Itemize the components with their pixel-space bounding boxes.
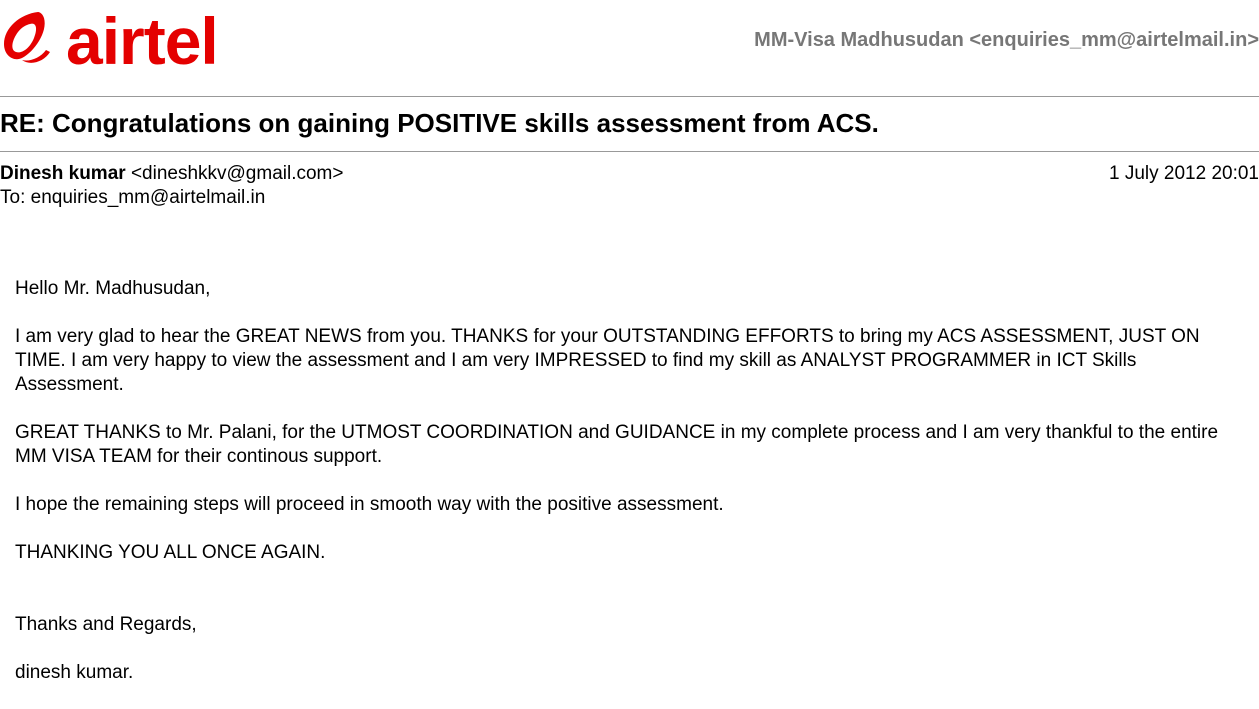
to-line <box>0 186 1259 210</box>
body-paragraph: I hope the remaining steps will proceed in smooth way with the positive assessment. <box>15 494 724 515</box>
closing-line: Thanks and Regards, <box>15 614 197 635</box>
body-paragraph: THANKING YOU ALL ONCE AGAIN. <box>15 542 326 563</box>
body-paragraph: GREAT THANKS to Mr. Palani, for the UTMOST COORDINATION and GUIDANCE in my complete process and I am very thankful to the entire MM VISA TEAM for their continous support. <box>15 422 1219 467</box>
body-paragraph: I am very glad to hear the GREAT NEWS from you. THANKS for your OUTSTANDING EFFORTS to bring my ACS ASSESSMENT, JUST ON TIME. I am very happy to view the assessment and I am very IMPRESSED to find my skill as ANALYST PROGRAMMER in ICT Skills Assessment. <box>15 326 1200 395</box>
body-paragraph: Hello Mr. Madhusudan, <box>15 278 211 299</box>
signature-line: dinesh kumar. <box>15 662 134 683</box>
account-label: MM-Visa Madhusudan <enquiries_mm@airtelmail.in> <box>754 29 1259 51</box>
airtel-logo <box>0 4 218 78</box>
email-subject: RE: Congratulations on gaining POSITIVE skills assessment from ACS. <box>0 108 879 138</box>
from-line <box>0 162 1259 186</box>
header-divider <box>0 96 1259 97</box>
subject-divider <box>0 151 1259 152</box>
message-body <box>15 277 1240 709</box>
sender-email: <dineshkkv@gmail.com> <box>130 163 344 184</box>
airtel-swirl-icon <box>0 6 64 76</box>
recipient-address: enquiries_mm@airtelmail.in <box>30 187 266 208</box>
sender-name: Dinesh kumar <box>0 163 126 184</box>
airtel-wordmark: airtel <box>66 4 218 78</box>
message-date: 1 July 2012 20:01 <box>1108 163 1259 184</box>
message-meta <box>0 162 1259 210</box>
print-header <box>0 0 1259 97</box>
to-label: To: <box>0 187 26 208</box>
